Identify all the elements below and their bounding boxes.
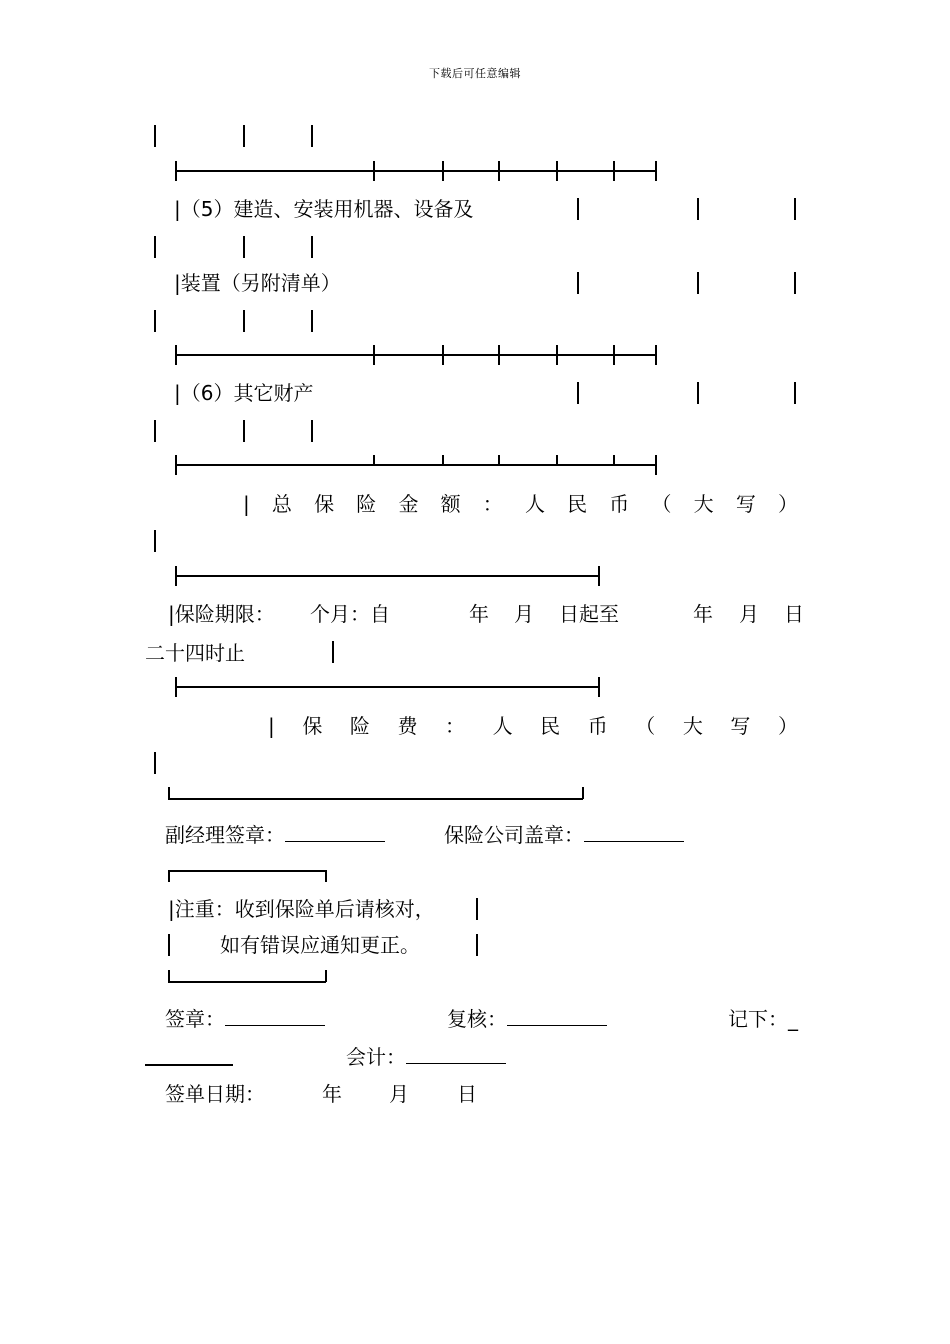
item-6-label: |（6）其它财产 — [174, 381, 314, 405]
table-border — [243, 125, 245, 147]
record-underline — [145, 1064, 233, 1066]
sign-label: 签章： — [165, 1006, 325, 1032]
table-border — [243, 236, 245, 258]
table-border — [332, 641, 334, 663]
table-border — [577, 272, 579, 294]
document-page: 下载后可任意编辑 |（5）建造、安装用机器、设备及 |装置（另附清单） |（6）其它财产 | 总 保 险 金 额 ： 人 民 币 （ 大 写 ） |保险期限： 个月：自 年 月 日起至 年 月 日 二十四时止 | 保 险 费 ： 人 民 币 （ 大 写 ） 副经理签章： 保险公司盖章： |注重：收到保险单后请核对， 如有错误应通知更正。 签章： 复核： 记下：_ 会计： 签单日期： 年 月 日 — [0, 0, 950, 1344]
review-label: 复核： — [447, 1006, 607, 1032]
table-border — [154, 125, 156, 147]
table-border — [697, 272, 699, 294]
page-header-note: 下载后可任意编辑 — [429, 67, 521, 80]
table-border — [794, 272, 796, 294]
table-border — [697, 198, 699, 220]
table-border — [243, 310, 245, 332]
table-border — [154, 310, 156, 332]
table-border — [154, 420, 156, 442]
deputy-manager-signature-label: 副经理签章： — [165, 822, 385, 848]
table-border — [154, 752, 156, 774]
table-border — [243, 420, 245, 442]
table-border — [794, 382, 796, 404]
notice-line-2: 如有错误应通知更正。 — [220, 933, 420, 957]
table-border — [794, 198, 796, 220]
accounting-label: 会计： — [346, 1044, 506, 1070]
table-border — [311, 236, 313, 258]
item-5-label: |（5）建造、安装用机器、设备及 — [174, 197, 474, 221]
table-border — [577, 198, 579, 220]
company-seal-label: 保险公司盖章： — [444, 822, 684, 848]
item-5-label-cont: |装置（另附清单） — [174, 271, 341, 295]
record-label: 记下：_ — [728, 1007, 798, 1031]
table-border — [154, 530, 156, 552]
table-border — [311, 420, 313, 442]
table-border — [311, 310, 313, 332]
table-border — [697, 382, 699, 404]
table-border — [311, 125, 313, 147]
premium-row: | 保 险 费 ： 人 民 币 （ 大 写 ） — [268, 714, 798, 738]
total-insured-amount-row: | 总 保 险 金 额 ： 人 民 币 （ 大 写 ） — [243, 492, 798, 516]
table-border — [577, 382, 579, 404]
table-border — [154, 236, 156, 258]
notice-line-1: |注重：收到保险单后请核对， — [168, 897, 435, 921]
